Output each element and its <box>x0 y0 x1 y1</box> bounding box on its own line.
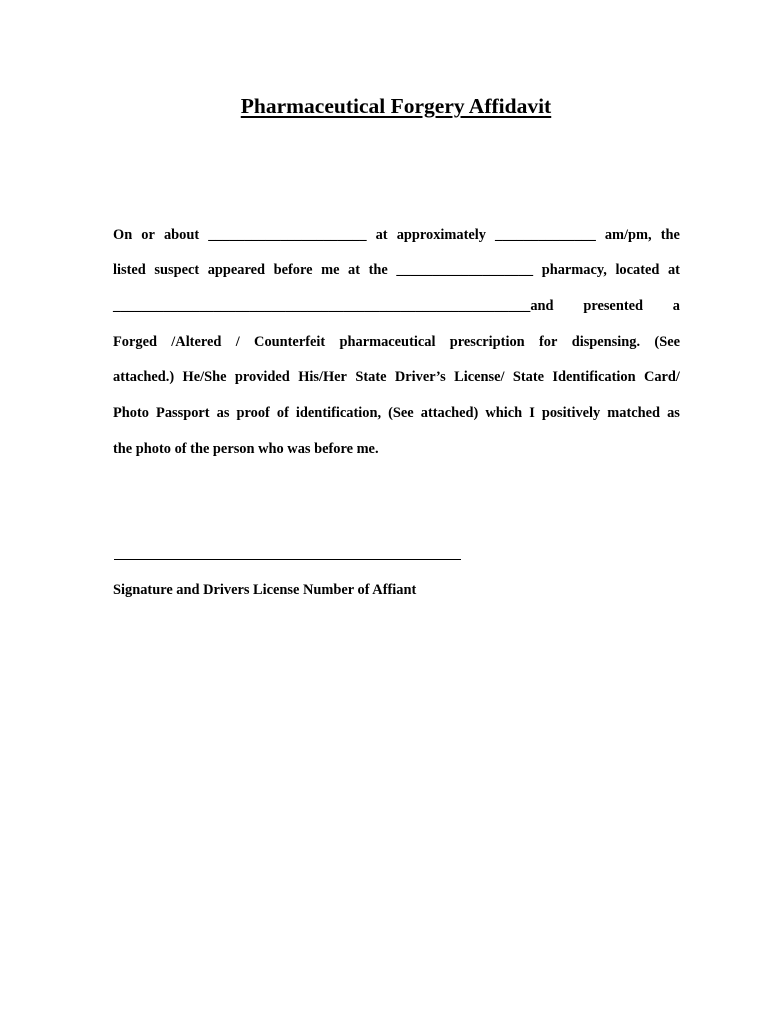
body-word: Card/ <box>643 369 680 385</box>
body-word: located <box>615 262 660 278</box>
body-word: dispensing. <box>571 334 641 350</box>
body-text: the photo of the person who was before me. <box>113 441 379 457</box>
body-word: pharmaceutical <box>339 334 436 350</box>
body-word: approximately <box>396 227 486 243</box>
body-word: Passport <box>156 405 210 421</box>
body-word: or <box>141 227 155 243</box>
body-line-3 <box>113 297 680 315</box>
body-word: I <box>529 405 535 421</box>
body-word: me <box>321 262 340 278</box>
body-line-7 <box>113 440 680 458</box>
body-word: for <box>538 334 558 350</box>
body-word: at <box>375 227 388 243</box>
body-line-5 <box>113 368 680 386</box>
body-word: suspect <box>154 262 200 278</box>
time-blank: ______________ <box>495 227 596 243</box>
body-word: / <box>235 334 240 350</box>
body-word: Identification <box>552 369 636 385</box>
body-word: He/She <box>182 369 227 385</box>
body-word: a <box>672 298 680 314</box>
body-word: listed <box>113 262 146 278</box>
body-line-6 <box>113 404 680 422</box>
body-word: as <box>216 405 230 421</box>
body-line-2 <box>113 261 680 279</box>
body-word: Photo <box>113 405 149 421</box>
body-word: presented <box>583 298 644 314</box>
date-blank: ______________________ <box>208 227 367 243</box>
body-word: at <box>667 262 680 278</box>
pharmacy-blank: ___________________ <box>396 262 534 278</box>
body-line-1 <box>113 226 680 244</box>
body-line-4 <box>113 333 680 351</box>
body-word: which <box>485 405 523 421</box>
body-word: /Altered <box>171 334 222 350</box>
body-word: before <box>273 262 313 278</box>
body-word: identification, <box>295 405 382 421</box>
body-word: Counterfeit <box>254 334 326 350</box>
body-word: Forged <box>113 334 157 350</box>
body-word: at <box>348 262 361 278</box>
body-word: matched <box>607 405 661 421</box>
body-word: prescription <box>449 334 525 350</box>
body-word: as <box>667 405 680 421</box>
body-word: On <box>113 227 133 243</box>
body-word: proof <box>236 405 270 421</box>
body-word: (See <box>388 405 414 421</box>
body-word: License/ <box>454 369 505 385</box>
body-word: State <box>512 369 545 385</box>
signature-caption: Signature and Drivers License Number of Affiant <box>113 582 417 598</box>
body-word: pharmacy, <box>541 262 607 278</box>
body-word: appeared <box>207 262 266 278</box>
body-word: about <box>163 227 200 243</box>
body-word: Driver’s <box>394 369 446 385</box>
body-word: of <box>276 405 289 421</box>
body-word: State <box>355 369 387 385</box>
body-word: the <box>368 262 388 278</box>
body-word: am/pm, <box>604 227 652 243</box>
body-word: (See <box>654 334 680 350</box>
body-word: positively <box>541 405 601 421</box>
body-word: attached) <box>420 405 479 421</box>
body-word: attached.) <box>113 369 175 385</box>
body-word: provided <box>234 369 290 385</box>
body-word: the <box>660 227 680 243</box>
document-title: Pharmaceutical Forgery Affidavit <box>240 94 552 118</box>
location-blank: __________________________________________________________and <box>113 298 554 314</box>
body-word: His/Her <box>298 369 347 385</box>
signature-line <box>114 559 461 560</box>
